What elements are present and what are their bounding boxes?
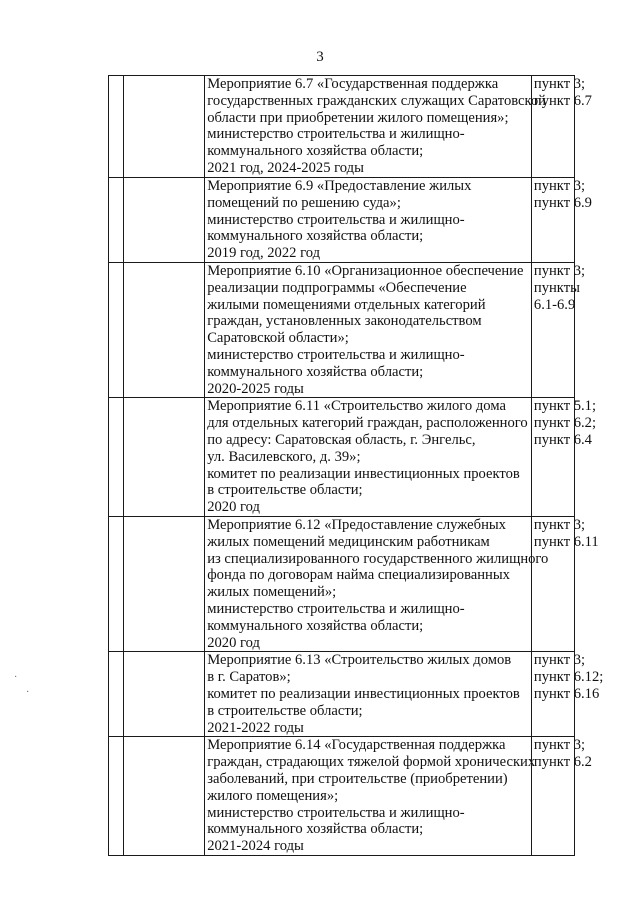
reference-line: пункт 6.9 [533, 194, 592, 211]
measure-cell [205, 737, 536, 856]
measure-line: в строительстве области; [207, 482, 363, 499]
empty-cell [124, 652, 205, 737]
measure-cell [205, 263, 532, 398]
measure-line: Мероприятие 6.7 «Государственная поддержка [207, 76, 499, 92]
measure-line: из специализированного государственного жилищного [207, 550, 549, 567]
table-row [109, 263, 575, 398]
measure-line: 2020 год [207, 499, 260, 516]
reference-cell [531, 178, 592, 263]
measure-line: 2020 год [207, 634, 260, 651]
measure-line: 2020-2025 годы [207, 380, 304, 397]
reference-cell [531, 263, 586, 398]
table-row [109, 652, 575, 737]
measure-line: коммунального хозяйства области; [207, 821, 424, 838]
measure-line: реализации подпрограммы «Обеспечение [207, 279, 467, 296]
table-row [109, 737, 575, 856]
measure-line: Мероприятие 6.14 «Государственная поддержка [207, 737, 506, 754]
empty-cell [124, 178, 205, 263]
measure-line: фонда по договорам найма специализированных [207, 567, 510, 584]
empty-cell [124, 398, 205, 517]
measure-line: государственных гражданских служащих Саратовской [207, 92, 546, 109]
measure-line: 2021-2024 годы [207, 838, 304, 855]
empty-cell [109, 737, 124, 856]
reference-line: пункт 3; [533, 263, 586, 279]
measure-line: Мероприятие 6.13 «Строительство жилых домов [207, 652, 512, 669]
measure-line: министерство строительства и жилищно- [207, 126, 465, 143]
reference-line: пункт 6.16 [533, 685, 600, 702]
measure-line: Мероприятие 6.12 «Предоставление служебных [207, 516, 506, 533]
measure-line: в г. Саратов»; [207, 669, 291, 686]
measure-line: министерство строительства и жилищно- [207, 211, 465, 228]
scan-dot: · [26, 687, 30, 698]
reference-line: пункт 3; [533, 516, 586, 533]
table-row [109, 76, 575, 178]
measure-line: комитет по реализации инвестиционных проектов [207, 685, 520, 702]
reference-cell [531, 516, 599, 651]
measure-line: коммунального хозяйства области; [207, 228, 424, 245]
page-number: 3 [316, 49, 324, 65]
reference-line: пункт 6.7 [533, 92, 592, 109]
measure-line: Мероприятие 6.11 «Строительство жилого дома [207, 398, 506, 415]
empty-cell [124, 76, 205, 178]
table-row [109, 516, 575, 651]
reference-cell [531, 398, 597, 517]
scan-dot: · [14, 672, 18, 683]
reference-line: пункт 3; [533, 652, 586, 669]
empty-cell [124, 263, 205, 398]
measure-line: по адресу: Саратовская область, г. Энгельс, [207, 431, 476, 448]
reference-line: пункт 3; [533, 178, 586, 194]
empty-cell [124, 737, 205, 856]
reference-line: 6.1-6.9 [533, 296, 576, 313]
reference-line: пункт 6.4 [533, 431, 592, 448]
measure-cell [205, 652, 532, 737]
empty-cell [109, 516, 124, 651]
empty-cell [124, 516, 205, 651]
reference-line: пункт 6.2; [533, 415, 597, 432]
measure-cell [205, 516, 549, 651]
reference-cell [531, 76, 592, 178]
measure-line: 2021 год, 2024-2025 годы [207, 159, 364, 176]
measure-line: Саратовской области»; [207, 330, 349, 347]
measure-line: жилого помещения»; [207, 787, 339, 804]
table-row [109, 178, 575, 263]
measure-line: граждан, установленных законодательством [207, 313, 482, 330]
reference-line: пункт 5.1; [533, 398, 597, 415]
measure-line: заболеваний, при строительстве (приобретении) [207, 770, 508, 787]
measures-table [108, 75, 604, 856]
measure-line: жилыми помещениями отдельных категорий [207, 296, 486, 313]
measure-line: коммунального хозяйства области; [207, 143, 424, 160]
measure-line: Мероприятие 6.9 «Предоставление жилых [207, 178, 472, 194]
measure-cell [205, 178, 532, 263]
measure-line: граждан, страдающих тяжелой формой хронических [207, 754, 536, 771]
measure-line: министерство строительства и жилищно- [207, 600, 465, 617]
empty-cell [109, 652, 124, 737]
measure-cell [205, 398, 532, 517]
reference-line: пункты [533, 279, 580, 296]
empty-cell [109, 178, 124, 263]
measure-line: жилых помещений»; [207, 584, 337, 601]
measure-line: помещений по решению суда»; [207, 194, 401, 211]
measure-cell [205, 76, 546, 178]
measure-line: 2019 год, 2022 год [207, 245, 321, 262]
measure-line: министерство строительства и жилищно- [207, 346, 465, 363]
empty-cell [109, 76, 124, 178]
table-row [109, 398, 575, 517]
measure-line: ул. Василевского, д. 39»; [207, 448, 361, 465]
reference-line: пункт 6.11 [533, 533, 599, 550]
measure-line: области при приобретении жилого помещения»; [207, 109, 509, 126]
measure-line: министерство строительства и жилищно- [207, 804, 465, 821]
measure-line: 2021-2022 годы [207, 719, 304, 736]
measure-line: в строительстве области; [207, 702, 363, 719]
reference-cell [531, 737, 592, 856]
empty-cell [109, 263, 124, 398]
measure-line: коммунального хозяйства области; [207, 617, 424, 634]
empty-cell [109, 398, 124, 517]
reference-cell [531, 652, 604, 737]
reference-line: пункт 3; [533, 76, 586, 92]
reference-line: пункт 6.2 [533, 754, 592, 771]
measure-line: Мероприятие 6.10 «Организационное обеспечение [207, 263, 524, 279]
measure-line: коммунального хозяйства области; [207, 363, 424, 380]
measure-line: для отдельных категорий граждан, расположенного [207, 415, 528, 432]
reference-line: пункт 3; [533, 737, 586, 754]
reference-line: пункт 6.12; [533, 669, 604, 686]
measure-line: комитет по реализации инвестиционных проектов [207, 465, 520, 482]
measure-line: жилых помещений медицинским работникам [207, 533, 490, 550]
